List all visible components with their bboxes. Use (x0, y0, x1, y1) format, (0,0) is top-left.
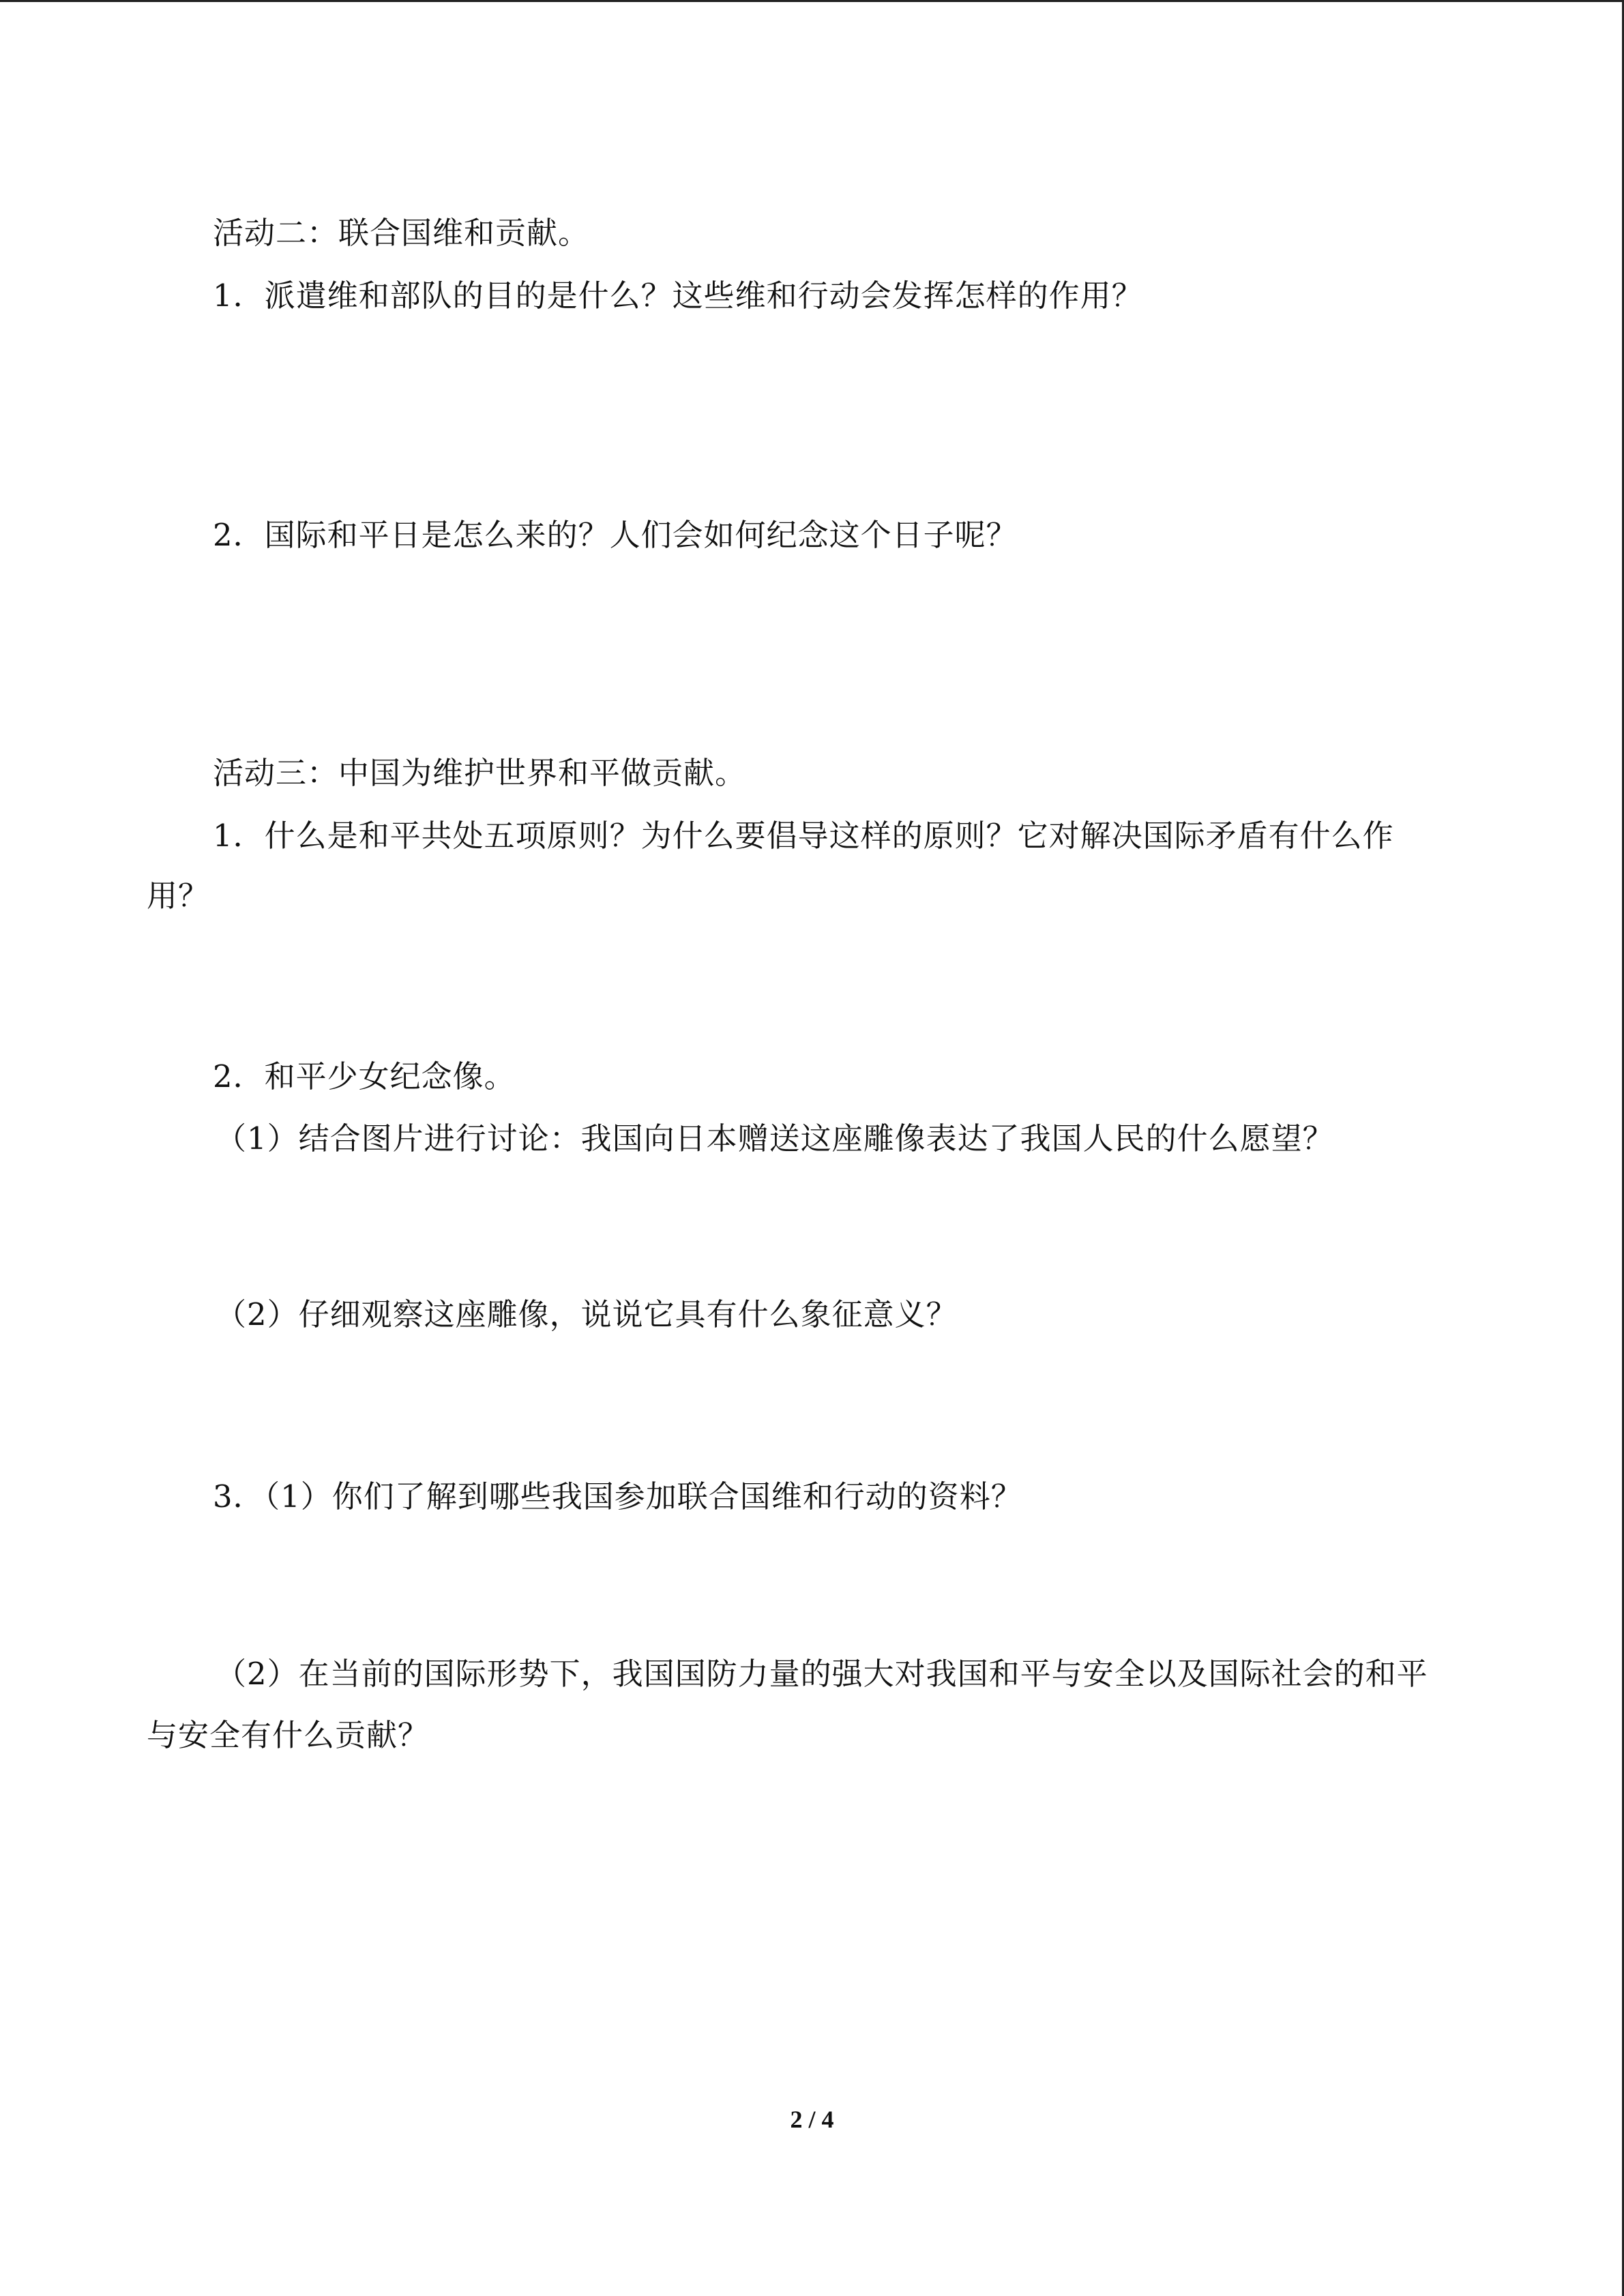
activity3-question-2-sub-1: （1）结合图片进行讨论：我国向日本赠送这座雕像表达了我国人民的什么愿望？ (216, 1120, 1334, 1157)
page-number: 2 / 4 (790, 2106, 834, 2133)
activity3-question-2-sub-2: （2）仔细观察这座雕像，说说它具有什么象征意义？ (216, 1296, 958, 1332)
activity3-question-1-line-2: 用？ (147, 878, 210, 914)
page-top-border (0, 0, 1624, 2)
activity3-question-3-sub-1: 3．（1）你们了解到哪些我国参加联合国维和行动的资料？ (213, 1478, 1022, 1515)
activity2-question-2: 2．国际和平日是怎么来的？人们会如何纪念这个日子呢？ (213, 517, 1018, 553)
activity3-heading: 活动三：中国为维护世界和平做贡献。 (213, 755, 747, 791)
activity3-question-1-line-1: 1．什么是和平共处五项原则？为什么要倡导这样的原则？它对解决国际矛盾有什么作 (213, 818, 1394, 854)
activity2-question-1: 1．派遣维和部队的目的是什么？这些维和行动会发挥怎样的作用？ (213, 278, 1143, 314)
activity3-question-2: 2．和平少女纪念像。 (213, 1058, 516, 1094)
activity3-question-3-sub-2-line-2: 与安全有什么贡献？ (147, 1717, 430, 1753)
activity3-question-3-sub-2-line-1: （2）在当前的国际形势下，我国国防力量的强大对我国和平与安全以及国际社会的和平 (216, 1656, 1428, 1692)
activity2-heading: 活动二：联合国维和贡献。 (213, 215, 590, 251)
